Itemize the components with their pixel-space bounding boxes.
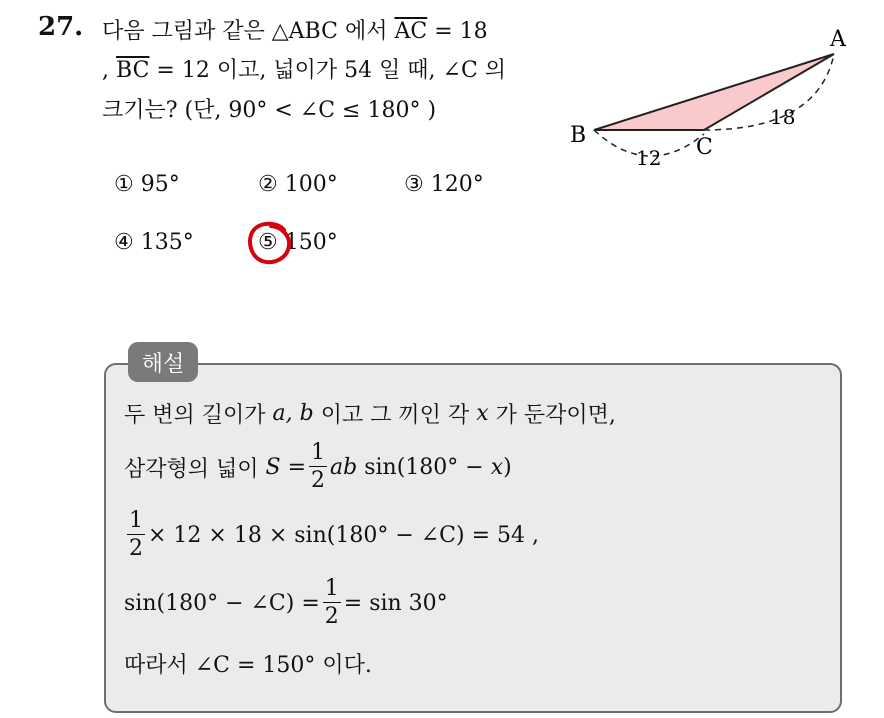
question-line-3: 크기는? (단, 90° < ∠C ≤ 180° )	[102, 98, 437, 123]
choice-1-value: 95°	[140, 172, 180, 197]
triangle-figure	[568, 20, 858, 170]
segment-bc: $\overline{BC}$	[116, 58, 150, 83]
choice-5-value: 150°	[284, 230, 338, 255]
sol2-s: S	[265, 454, 281, 480]
solution-tab: 해설	[128, 342, 198, 382]
solution-line-5: 따라서 ∠C = 150° 이다.	[124, 653, 372, 678]
choice-2[interactable]	[258, 172, 338, 197]
sol1-vars: a, b	[272, 401, 314, 426]
fraction-num: 1	[324, 576, 339, 601]
sol2-x: x	[490, 454, 504, 480]
solution-line-4	[124, 578, 448, 628]
sol2-ab: ab	[330, 454, 358, 480]
choice-4-mark: ④	[114, 230, 134, 255]
sol2-a: 삼각형의 넓이	[124, 456, 259, 482]
side-bc-label: 12	[636, 146, 662, 170]
segment-ac: $\overline{AC}$	[394, 19, 428, 44]
fraction-den: 2	[129, 536, 143, 561]
sol2-sin: sin(180° −	[364, 454, 484, 480]
sol1-e: 가 둔각이면,	[495, 403, 616, 428]
sol2-eq: =	[287, 454, 307, 480]
fraction-den: 2	[311, 468, 326, 493]
fraction-half	[309, 442, 327, 492]
fraction-den: 2	[324, 604, 339, 629]
sol2-close: )	[503, 454, 512, 480]
question-line-2-lead: ,	[102, 58, 109, 83]
sol3-rest: × 12 × 18 × sin(180° − ∠C) = 54 ,	[148, 522, 539, 548]
triangle-abc	[594, 54, 834, 130]
vertex-a-label: A	[830, 27, 846, 52]
fraction-half	[127, 510, 145, 560]
question-line-1-value: = 18	[434, 19, 488, 44]
question-line-2-text: = 12 이고, 넓이가 54 일 때, ∠C 의	[156, 58, 507, 83]
solution-line-1	[124, 398, 616, 429]
question-line-1	[102, 14, 488, 45]
question-number: 27.	[38, 12, 84, 42]
sol4-b: = sin 30°	[343, 590, 448, 616]
sol4-a: sin(180° − ∠C) =	[124, 590, 320, 616]
fraction-half	[323, 578, 341, 628]
choice-3[interactable]	[404, 172, 484, 197]
sol1-x: x	[476, 401, 489, 426]
choice-1-mark: ①	[114, 172, 134, 197]
sol1-c: 이고 그 끼인 각	[320, 403, 470, 428]
choice-1[interactable]	[114, 172, 180, 197]
side-ac-label: 18	[770, 105, 796, 129]
choice-3-mark: ③	[404, 172, 424, 197]
solution-line-3	[124, 510, 539, 560]
solution-line-2	[124, 442, 512, 492]
choice-2-value: 100°	[284, 172, 338, 197]
fraction-num: 1	[129, 508, 143, 533]
choice-3-value: 120°	[430, 172, 484, 197]
question-line-1-text: 다음 그림과 같은 △ABC 에서	[102, 19, 388, 44]
sol1-a: 두 변의 길이가	[124, 403, 266, 428]
question-line-2	[102, 53, 506, 84]
fraction-num: 1	[311, 440, 326, 465]
vertex-b-label: B	[570, 123, 587, 148]
answer-circle-mark	[244, 218, 294, 268]
choice-4-value: 135°	[140, 230, 194, 255]
vertex-c-label: C	[696, 135, 713, 160]
choice-4[interactable]	[114, 230, 194, 255]
choice-5-mark: ⑤	[258, 230, 278, 255]
choice-2-mark: ②	[258, 172, 278, 197]
